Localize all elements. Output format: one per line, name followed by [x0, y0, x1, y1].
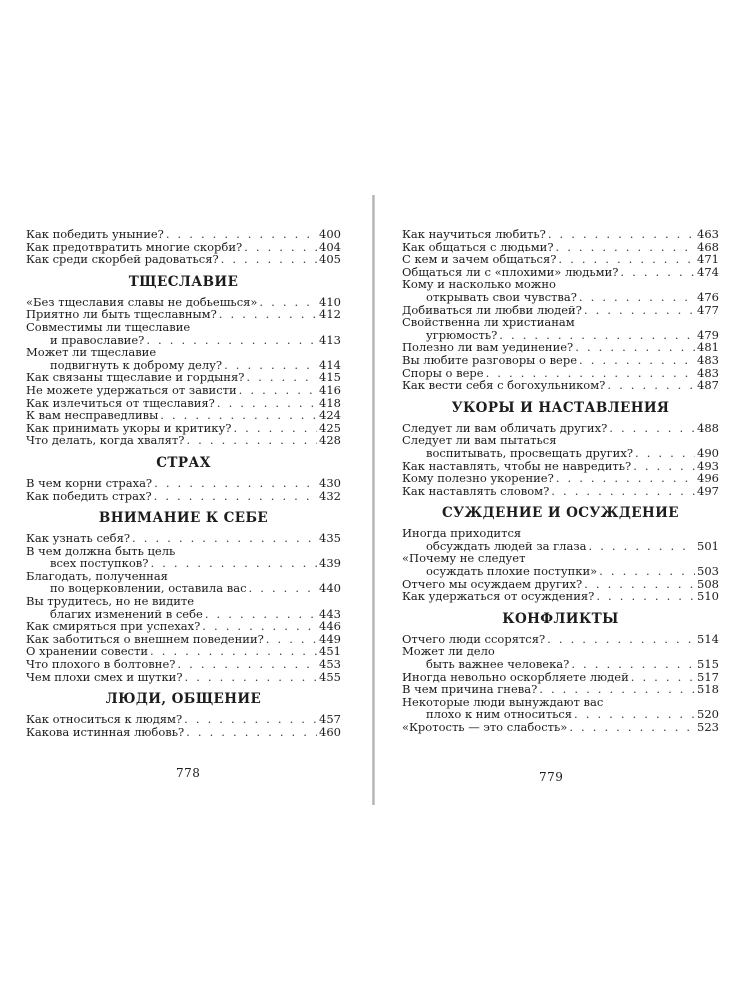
left-page: [26, 228, 341, 738]
toc-entry-title: Как принимать укоры и критику?: [26, 420, 232, 435]
toc-page-number: 477: [697, 302, 719, 317]
dot-leader: [205, 608, 317, 621]
toc-page-number: 415: [319, 370, 341, 385]
toc-entry: [26, 726, 341, 739]
toc-entry-title: Совместимы ли тщеславие: [26, 319, 191, 334]
toc-entry-title: С кем и зачем общаться?: [402, 252, 557, 267]
toc-page-number: 471: [697, 252, 719, 267]
toc-entry-row: [26, 253, 341, 266]
dot-leader: [635, 447, 695, 460]
toc-page-number: 410: [319, 294, 341, 309]
right-page-contents: [402, 228, 719, 734]
toc-entry-title: и православие?: [50, 332, 145, 347]
dot-leader: [548, 228, 695, 241]
dot-leader: [150, 645, 317, 658]
dot-leader: [588, 540, 695, 553]
toc-page-number: 453: [319, 657, 341, 672]
dot-leader: [246, 371, 317, 384]
toc-page-number: 446: [319, 619, 341, 634]
book-gutter: [372, 195, 375, 805]
toc-entry: [26, 228, 341, 241]
dot-leader: [584, 578, 695, 591]
dot-leader: [631, 671, 695, 684]
dot-leader: [186, 434, 317, 447]
toc-entry-title: Как победить уныние?: [26, 227, 164, 241]
section-heading: СУЖДЕНИЕ И ОСУЖДЕНИЕ: [442, 505, 679, 522]
toc-entry-title: Вы любите разговоры о вере: [402, 352, 578, 367]
toc-entry-row: [402, 291, 719, 304]
toc-page-number: 510: [697, 589, 719, 604]
dot-leader: [177, 658, 317, 671]
toc-entry: [402, 354, 719, 367]
toc-page-number: 424: [319, 408, 341, 423]
toc-entry-title: В чем корни страха?: [26, 475, 153, 490]
toc-entry-row: [402, 228, 719, 241]
toc-page-number: 449: [319, 631, 341, 646]
toc-entry-row: [402, 658, 719, 671]
toc-page-number: 520: [697, 707, 719, 722]
toc-entry: [26, 409, 341, 422]
toc-page-number: 463: [697, 227, 719, 241]
toc-entry: [402, 721, 719, 734]
toc-entry-title: Добиваться ли любви людей?: [402, 302, 582, 317]
dot-leader: [132, 532, 317, 545]
dot-leader: [539, 683, 695, 696]
toc-entry-title: Благодать, полученная: [26, 568, 168, 583]
toc-entry-title: осуждать плохие поступки»: [426, 564, 598, 579]
toc-page-number: 439: [319, 556, 341, 571]
section-heading: УКОРЫ И НАСТАВЛЕНИЯ: [451, 399, 670, 416]
toc-entry-title: Кому и насколько можно: [402, 277, 556, 292]
toc-page-number: 523: [697, 720, 719, 734]
toc-page-number: 432: [319, 488, 341, 503]
toc-entry-title: Как наставлять словом?: [402, 483, 550, 498]
toc-entry-row: [26, 620, 341, 633]
toc-page-number: 503: [697, 564, 719, 579]
section-heading: ЛЮДИ, ОБЩЕНИЕ: [105, 691, 262, 708]
toc-entry-title: «Без тщеславия славы не добьешься»: [26, 294, 258, 309]
dot-leader: [146, 334, 317, 347]
toc-entry-title: Как связаны тщеславие и гордыня?: [26, 370, 245, 385]
dot-leader: [166, 228, 317, 241]
toc-entry-title: Полезно ли вам уединение?: [402, 340, 574, 355]
toc-entry-title: Как среди скорбей радоваться?: [26, 252, 219, 267]
toc-page-number: 497: [697, 483, 719, 498]
toc-entry-row: [26, 384, 341, 397]
toc-entry-row: [26, 726, 341, 739]
toc-page-number: 468: [697, 239, 719, 254]
toc-entry-row: [26, 228, 341, 241]
toc-entry-title: Приятно ли быть тщеславным?: [26, 307, 217, 322]
toc-entry-title: благих изменений в себе: [50, 606, 203, 621]
toc-page-number: 414: [319, 357, 341, 372]
toc-entry-title: В чем причина гнева?: [402, 682, 538, 697]
dot-leader: [569, 721, 695, 734]
toc-entry-title: всех поступков?: [50, 556, 149, 571]
dot-leader: [596, 590, 695, 603]
dot-leader: [551, 485, 695, 498]
toc-entry-title: «Почему не следует: [402, 551, 526, 566]
toc-entry-title: Следует ли вам пытаться: [402, 433, 557, 448]
toc-entry-row: [26, 671, 341, 684]
toc-entry-title: Как узнать себя?: [26, 531, 131, 546]
toc-entry-title: воспитывать, просвещать других?: [426, 445, 633, 460]
dot-leader: [571, 658, 695, 671]
toc-entry-row: [26, 477, 341, 490]
left-page-contents: [26, 228, 341, 738]
toc-entry-title: Как вести себя с богохульником?: [402, 378, 606, 393]
section-heading: КОНФЛИКТЫ: [502, 610, 619, 627]
toc-entry: [26, 671, 341, 684]
toc-entry: [402, 472, 719, 485]
toc-page-number: 412: [319, 307, 341, 322]
toc-page-number: 428: [319, 433, 341, 448]
toc-page-number: 514: [697, 631, 719, 646]
toc-entry: [26, 532, 341, 545]
toc-entry-row: [402, 565, 719, 578]
toc-entry: [402, 645, 719, 670]
dot-leader: [217, 397, 317, 410]
toc-entry: [402, 683, 719, 696]
toc-entry-title: О хранении совести: [26, 644, 149, 659]
toc-entry: [26, 384, 341, 397]
toc-entry-row: [26, 434, 341, 447]
toc-entry: [26, 477, 341, 490]
toc-entry-title: подвигнуть к доброму делу?: [50, 357, 223, 372]
section-heading: СТРАХ: [156, 454, 211, 471]
toc-entry-title: Некоторые люди вынуждают вас: [402, 694, 604, 709]
toc-page-number: 518: [697, 682, 719, 697]
toc-page-number: 483: [697, 365, 719, 380]
toc-entry-title: Кому полезно укорение?: [402, 471, 554, 486]
dot-leader: [160, 409, 317, 422]
toc-entry: [402, 485, 719, 498]
toc-entry: [402, 253, 719, 266]
toc-entry-title: Свойственна ли христианам: [402, 315, 575, 330]
dot-leader: [599, 565, 695, 578]
toc-entry: [26, 620, 341, 633]
dot-leader: [202, 620, 317, 633]
toc-entry-title: Как научиться любить?: [402, 227, 546, 241]
toc-entry-title: быть важнее человека?: [426, 657, 570, 672]
toc-entry: [402, 228, 719, 241]
toc-entry: [402, 316, 719, 341]
toc-entry-title: Как общаться с людьми?: [402, 239, 554, 254]
toc-entry-title: Что плохого в болтовне?: [26, 657, 176, 672]
toc-entry-row: [402, 590, 719, 603]
toc-entry-title: угрюмость?: [426, 327, 498, 342]
toc-page-number: 405: [319, 252, 341, 267]
dot-leader: [154, 477, 317, 490]
toc-entry: [402, 552, 719, 577]
toc-entry-title: обсуждать людей за глаза: [426, 538, 587, 553]
toc-page-number: 400: [319, 227, 341, 241]
toc-entry: [402, 379, 719, 392]
toc-page-number: 457: [319, 712, 341, 727]
toc-entry-title: Не можете удержаться от зависти: [26, 382, 237, 397]
toc-entry-title: Общаться ли с «плохими» людьми?: [402, 264, 619, 279]
toc-entry-title: по воцерковлении, оставила вас: [50, 581, 247, 596]
dot-leader: [547, 633, 695, 646]
toc-entry: [26, 545, 341, 570]
toc-page-number: 501: [697, 538, 719, 553]
toc-entry-title: Что делать, когда хвалят?: [26, 433, 185, 448]
toc-entry-title: Как смиряться при успехах?: [26, 619, 201, 634]
toc-entry-row: [26, 532, 341, 545]
toc-page-number: 515: [697, 657, 719, 672]
toc-page-number: 404: [319, 239, 341, 254]
toc-entry-title: Как наставлять, чтобы не навредить?: [402, 458, 632, 473]
dot-leader: [607, 379, 695, 392]
toc-page-number: 490: [697, 445, 719, 460]
toc-page-number: 430: [319, 475, 341, 490]
toc-entry-title: Иногда невольно оскорбляете людей: [402, 669, 629, 684]
toc-entry-title: В чем должна быть цель: [26, 543, 176, 558]
toc-page-number: 483: [697, 352, 719, 367]
toc-page-number: 455: [319, 669, 341, 684]
toc-entry: [26, 253, 341, 266]
left-page-number: 778: [176, 766, 201, 780]
dot-leader: [259, 296, 317, 309]
toc-page-number: 440: [319, 581, 341, 596]
toc-entry-row: [26, 409, 341, 422]
section-heading: ВНИМАНИЕ К СЕБЕ: [98, 510, 269, 527]
toc-page-number: 508: [697, 576, 719, 591]
toc-entry-title: Может ли дело: [402, 644, 495, 659]
toc-page-number: 517: [697, 669, 719, 684]
dot-leader: [579, 354, 695, 367]
toc-page-number: 416: [319, 382, 341, 397]
toc-page-number: 487: [697, 378, 719, 393]
toc-entry: [402, 434, 719, 459]
toc-entry-title: Какова истинная любовь?: [26, 724, 185, 739]
dot-leader: [579, 291, 695, 304]
toc-entry-row: [26, 713, 341, 726]
toc-entry: [26, 346, 341, 371]
toc-entry-title: Может ли тщеславие: [26, 345, 157, 360]
dot-leader: [633, 460, 695, 473]
dot-leader: [249, 582, 318, 595]
dot-leader: [620, 266, 695, 279]
toc-page-number: 460: [319, 724, 341, 739]
toc-entry-title: Иногда приходится: [402, 526, 522, 541]
dot-leader: [186, 726, 317, 739]
toc-entry-title: открывать свои чувства?: [426, 289, 577, 304]
toc-entry: [26, 658, 341, 671]
toc-page-number: 425: [319, 420, 341, 435]
dot-leader: [221, 253, 317, 266]
dot-leader: [185, 671, 318, 684]
toc-page-number: 493: [697, 458, 719, 473]
toc-entry-title: Как излечиться от тщеславия?: [26, 395, 215, 410]
toc-entry-row: [402, 354, 719, 367]
right-page: [402, 228, 719, 734]
toc-entry-title: К вам несправедливы: [26, 408, 159, 423]
toc-entry-row: [402, 379, 719, 392]
toc-page-number: 488: [697, 420, 719, 435]
toc-entry-row: [402, 253, 719, 266]
toc-page-number: 413: [319, 332, 341, 347]
toc-entry-title: Как относиться к людям?: [26, 712, 183, 727]
toc-entry-row: [26, 658, 341, 671]
toc-page-number: 496: [697, 471, 719, 486]
toc-page-number: 451: [319, 644, 341, 659]
dot-leader: [150, 557, 317, 570]
dot-leader: [266, 633, 317, 646]
toc-page-number: 435: [319, 531, 341, 546]
dot-leader: [574, 708, 695, 721]
toc-entry: [26, 570, 341, 595]
toc-entry-title: Отчего мы осуждаем других?: [402, 576, 583, 591]
dot-leader: [219, 308, 317, 321]
toc-entry: [26, 490, 341, 503]
section-heading: ТЩЕСЛАВИЕ: [128, 273, 239, 290]
toc-entry-row: [402, 485, 719, 498]
toc-page-number: 479: [697, 327, 719, 342]
toc-page-number: 476: [697, 289, 719, 304]
toc-entry-row: [26, 557, 341, 570]
toc-entry-title: Следует ли вам обличать других?: [402, 420, 608, 435]
toc-page-number: 474: [697, 264, 719, 279]
toc-page-number: 481: [697, 340, 719, 355]
toc-entry-title: «Кротость — это слабость»: [402, 720, 568, 734]
toc-entry-title: Чем плохи смех и шутки?: [26, 669, 183, 684]
toc-entry: [402, 696, 719, 721]
toc-entry: [26, 434, 341, 447]
toc-entry-row: [402, 721, 719, 734]
toc-entry-title: Как предотвратить многие скорби?: [26, 239, 243, 254]
dot-leader: [575, 341, 695, 354]
toc-entry: [402, 590, 719, 603]
dot-leader: [239, 384, 317, 397]
dot-leader: [558, 253, 695, 266]
toc-entry: [26, 595, 341, 620]
toc-entry-row: [402, 683, 719, 696]
toc-entry-row: [402, 447, 719, 460]
dot-leader: [244, 241, 317, 254]
toc-entry-title: Как победить страх?: [26, 488, 152, 503]
toc-page-number: 443: [319, 606, 341, 621]
right-page-number: 779: [539, 770, 564, 784]
dot-leader: [556, 241, 696, 254]
toc-entry-title: Как удержаться от осуждения?: [402, 589, 595, 604]
toc-entry: [402, 527, 719, 552]
dot-leader: [556, 472, 695, 485]
toc-entry-title: Вы трудитесь, но не видите: [26, 594, 195, 609]
dot-leader: [584, 304, 695, 317]
toc-entry-row: [402, 472, 719, 485]
toc-page-number: 418: [319, 395, 341, 410]
toc-entry-title: Споры о вере: [402, 365, 484, 380]
dot-leader: [609, 422, 695, 435]
toc-entry-title: плохо к ним относиться: [426, 707, 573, 722]
toc-entry-row: [26, 490, 341, 503]
toc-entry-title: Отчего люди ссорятся?: [402, 631, 546, 646]
dot-leader: [233, 422, 317, 435]
toc-entry: [26, 713, 341, 726]
dot-leader: [154, 490, 317, 503]
toc-entry: [402, 278, 719, 303]
toc-entry: [26, 321, 341, 346]
dot-leader: [184, 713, 317, 726]
toc-entry-title: Как заботиться о внешнем поведении?: [26, 631, 264, 646]
